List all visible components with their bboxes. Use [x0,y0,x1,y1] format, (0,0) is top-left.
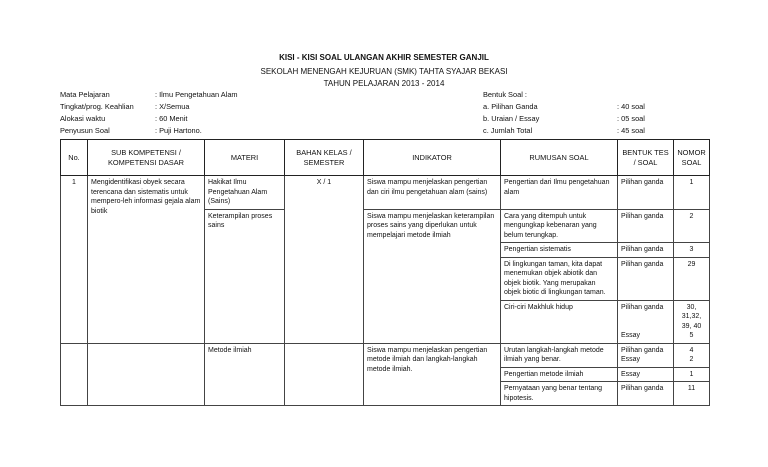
cell-no-empty [61,343,88,406]
cell-bentuk-mc: Pilihan ganda [621,303,664,311]
meta-labels [60,89,134,137]
cell-nomor [674,343,710,367]
cell-bentuk-essay: Essay [621,332,641,339]
col-header-materi: MATERI [205,140,285,176]
document-title: KISI - KISI SOAL ULANGAN AKHIR SEMESTER GANJIL [279,53,489,62]
school-year: TAHUN PELAJARAN 2013 - 2014 [323,79,445,88]
cell-bentuk: Pilihan ganda [618,243,674,258]
cell-nomor-mc: 30, 31,32, 39, 40 [681,303,702,330]
meta-value-subject: : Ilmu Pengetahuan Alam [155,90,238,99]
cell-rumusan: Cara yang ditempuh untuk mengungkap kebenaran yang belum terungkap. [501,209,618,243]
question-counts [617,89,645,137]
question-count-total: : 45 soal [617,126,645,135]
meta-label-author: Penyusun Soal [60,126,110,135]
meta-label-subject: Mata Pelajaran [60,90,110,99]
question-count-mc: : 40 soal [617,102,645,111]
cell-materi: Metode ilmiah [205,343,285,406]
cell-rumusan: Pernyataan yang benar tentang hipotesis. [501,382,618,406]
kisi-table [60,139,710,406]
cell-nomor [674,300,710,343]
meta-value-time: : 60 Menit [155,114,188,123]
meta-value-author: : Puji Hartono. [155,126,202,135]
cell-bentuk: Essay [618,367,674,382]
cell-rumusan: Di lingkungan taman, kita dapat menemukan objek abiotik dan objek biotik. Yang merupakan objek biotic di lingkungan taman. [501,257,618,300]
meta-label-level: Tingkat/prog. Keahlian [60,102,134,111]
question-type-essay: b. Uraian / Essay [483,114,540,123]
cell-rumusan: Pengertian metode ilmiah [501,367,618,382]
cell-bentuk-essay: Essay [621,356,641,363]
question-count-essay: : 05 soal [617,114,645,123]
question-type-total: c. Jumlah Total [483,126,533,135]
cell-kompetensi-empty [88,343,205,406]
col-header-no: No. [61,140,88,176]
cell-nomor-essay: 5 [689,332,694,339]
table-row [61,176,710,210]
cell-no: 1 [61,176,88,344]
cell-bentuk: Pilihan ganda [618,209,674,243]
cell-rumusan: Ciri-ciri Makhluk hidup [501,300,618,343]
cell-nomor-mc: 4 [689,346,694,354]
cell-kompetensi: Mengidentifikasi obyek secara terencana dan sistematis untuk mempero-leh informasi gejala alam biotik [88,176,205,344]
cell-nomor: 1 [674,367,710,382]
cell-bentuk: Pilihan ganda [618,176,674,210]
table-header-row [61,140,710,176]
cell-kelas-empty [285,343,364,406]
col-header-kompetensi: SUB KOMPETENSI / KOMPETENSI DASAR [88,140,205,176]
table-row [61,343,710,367]
cell-indikator: Siswa mampu menjelaskan keterampilan proses sains yang diperlukan untuk mempelajari metode ilmiah [364,209,501,343]
cell-materi: Hakikat Ilmu Pengetahuan Alam (Sains) [205,176,285,210]
cell-nomor: 1 [674,176,710,210]
col-header-bentuk: BENTUK TES / SOAL [618,140,674,176]
cell-materi: Keterampilan proses sains [205,209,285,343]
cell-rumusan: Urutan langkah-langkah metode ilmiah yang benar. [501,343,618,367]
question-types-heading: Bentuk Soal : [483,90,527,99]
meta-values [155,89,238,137]
cell-bentuk [618,343,674,367]
cell-nomor: 11 [674,382,710,406]
cell-rumusan: Pengertian sistematis [501,243,618,258]
cell-nomor: 2 [674,209,710,243]
cell-kelas: X / 1 [285,176,364,344]
cell-indikator: Siswa mampu menjelaskan pengertian metode ilmiah dan langkah-langkah metode ilmiah. [364,343,501,406]
cell-nomor-essay: 2 [689,356,694,363]
question-types [483,89,539,137]
col-header-nomor: NOMOR SOAL [674,140,710,176]
col-header-rumusan: RUMUSAN SOAL [501,140,618,176]
col-header-kelas: BAHAN KELAS / SEMESTER [285,140,364,176]
meta-value-level: : X/Semua [155,102,190,111]
cell-bentuk: Pilihan ganda [618,382,674,406]
cell-indikator: Siswa mampu menjelaskan pengertian dan ciri ilmu pengetahuan alam (sains) [364,176,501,210]
cell-bentuk: Pilihan ganda [618,257,674,300]
question-type-mc: a. Pilihan Ganda [483,102,538,111]
cell-rumusan: Pengertian dari Ilmu pengetahuan alam [501,176,618,210]
meta-label-time: Alokasi waktu [60,114,106,123]
cell-nomor: 3 [674,243,710,258]
cell-nomor: 29 [674,257,710,300]
school-name: SEKOLAH MENENGAH KEJURUAN (SMK) TAHTA SYAJAR BEKASI [260,67,508,76]
cell-bentuk [618,300,674,343]
col-header-indikator: INDIKATOR [364,140,501,176]
cell-bentuk-mc: Pilihan ganda [621,346,664,354]
